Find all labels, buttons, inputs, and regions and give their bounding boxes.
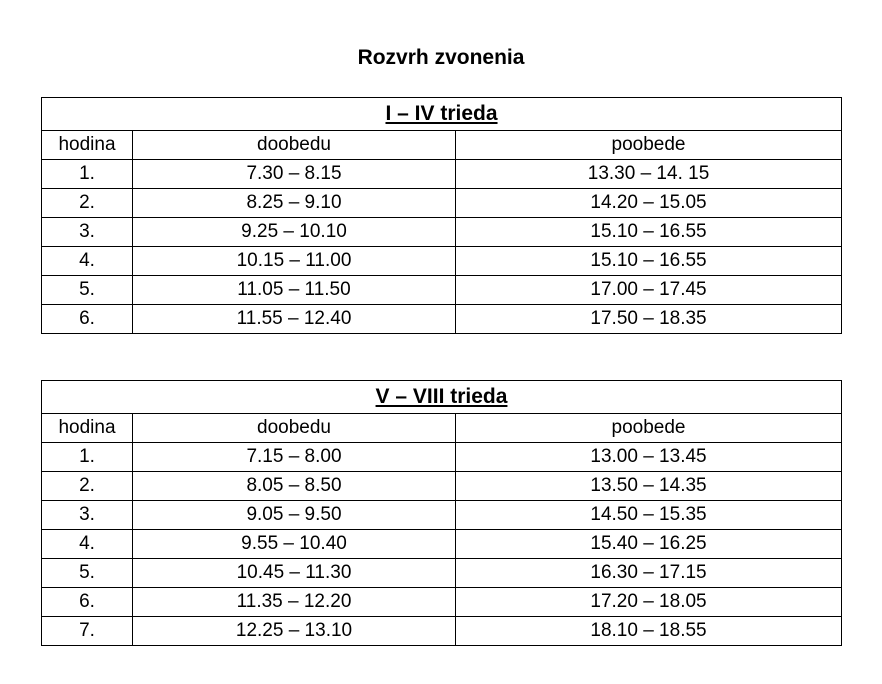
- morning-time-cell: 8.25 – 9.10: [133, 189, 456, 218]
- morning-time-cell: 8.05 – 8.50: [133, 472, 456, 501]
- column-header-morning: doobedu: [133, 131, 456, 160]
- table-body: [42, 98, 842, 334]
- table-row: [42, 189, 842, 218]
- afternoon-time-cell: 17.50 – 18.35: [456, 305, 842, 334]
- afternoon-time-cell: 18.10 – 18.55: [456, 617, 842, 646]
- hour-cell: 6.: [42, 588, 133, 617]
- table-row: [42, 276, 842, 305]
- morning-time-cell: 10.45 – 11.30: [133, 559, 456, 588]
- table-heading-row: [42, 381, 842, 414]
- column-header-row: [42, 414, 842, 443]
- column-header-row: [42, 131, 842, 160]
- hour-cell: 5.: [42, 559, 133, 588]
- hour-cell: 3.: [42, 501, 133, 530]
- afternoon-time-cell: 14.50 – 15.35: [456, 501, 842, 530]
- morning-time-cell: 10.15 – 11.00: [133, 247, 456, 276]
- hour-cell: 1.: [42, 443, 133, 472]
- afternoon-time-cell: 17.00 – 17.45: [456, 276, 842, 305]
- table-row: [42, 443, 842, 472]
- morning-time-cell: 11.55 – 12.40: [133, 305, 456, 334]
- morning-time-cell: 7.15 – 8.00: [133, 443, 456, 472]
- table-body: [42, 381, 842, 646]
- hour-cell: 1.: [42, 160, 133, 189]
- hour-cell: 4.: [42, 530, 133, 559]
- schedule-table-grades-1-4: [41, 97, 842, 334]
- table-heading: I – IV trieda: [42, 98, 842, 131]
- afternoon-time-cell: 15.10 – 16.55: [456, 247, 842, 276]
- afternoon-time-cell: 16.30 – 17.15: [456, 559, 842, 588]
- column-header-hour: hodina: [42, 414, 133, 443]
- afternoon-time-cell: 15.40 – 16.25: [456, 530, 842, 559]
- hour-cell: 6.: [42, 305, 133, 334]
- hour-cell: 2.: [42, 189, 133, 218]
- morning-time-cell: 11.05 – 11.50: [133, 276, 456, 305]
- table-row: [42, 588, 842, 617]
- column-header-morning: doobedu: [133, 414, 456, 443]
- morning-time-cell: 12.25 – 13.10: [133, 617, 456, 646]
- morning-time-cell: 9.55 – 10.40: [133, 530, 456, 559]
- afternoon-time-cell: 13.00 – 13.45: [456, 443, 842, 472]
- afternoon-time-cell: 17.20 – 18.05: [456, 588, 842, 617]
- table-row: [42, 617, 842, 646]
- column-header-afternoon: poobede: [456, 131, 842, 160]
- table-row: [42, 559, 842, 588]
- table-row: [42, 160, 842, 189]
- morning-time-cell: 9.05 – 9.50: [133, 501, 456, 530]
- table-row: [42, 247, 842, 276]
- afternoon-time-cell: 13.30 – 14. 15: [456, 160, 842, 189]
- column-header-afternoon: poobede: [456, 414, 842, 443]
- table-row: [42, 530, 842, 559]
- afternoon-time-cell: 15.10 – 16.55: [456, 218, 842, 247]
- hour-cell: 5.: [42, 276, 133, 305]
- morning-time-cell: 7.30 – 8.15: [133, 160, 456, 189]
- table-row: [42, 305, 842, 334]
- table-row: [42, 472, 842, 501]
- hour-cell: 7.: [42, 617, 133, 646]
- table-row: [42, 218, 842, 247]
- afternoon-time-cell: 13.50 – 14.35: [456, 472, 842, 501]
- hour-cell: 2.: [42, 472, 133, 501]
- afternoon-time-cell: 14.20 – 15.05: [456, 189, 842, 218]
- schedule-table-grades-5-8: [41, 380, 842, 646]
- column-header-hour: hodina: [42, 131, 133, 160]
- table-row: [42, 501, 842, 530]
- morning-time-cell: 9.25 – 10.10: [133, 218, 456, 247]
- table-heading-row: [42, 98, 842, 131]
- hour-cell: 3.: [42, 218, 133, 247]
- morning-time-cell: 11.35 – 12.20: [133, 588, 456, 617]
- table-heading: V – VIII trieda: [42, 381, 842, 414]
- hour-cell: 4.: [42, 247, 133, 276]
- page-title: Rozvrh zvonenia: [357, 46, 525, 69]
